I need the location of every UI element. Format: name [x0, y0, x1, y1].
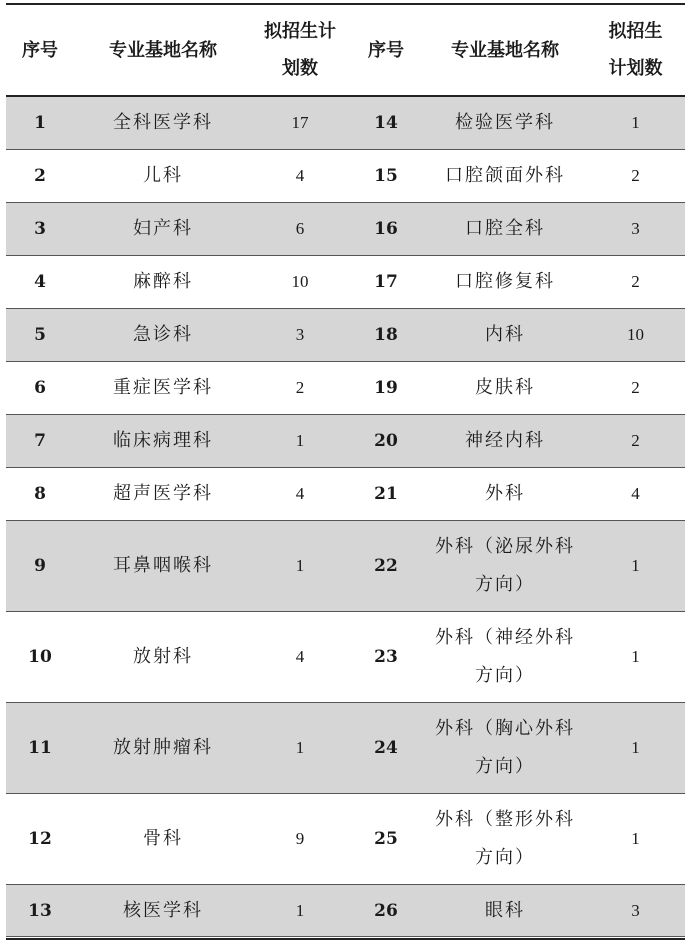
- cell-left-name: [74, 150, 252, 202]
- header-name-left: 专业基地名称: [109, 39, 217, 61]
- right-plan-text: 1: [631, 829, 640, 848]
- cell-right-seq: [348, 468, 424, 520]
- left-name-text: 放射肿瘤科: [113, 737, 213, 758]
- cell-right-plan: [586, 256, 685, 308]
- cell-right-plan: [586, 203, 685, 255]
- right-name-text: 外科（泌尿外科方向）: [435, 536, 575, 595]
- cell-left-seq: [6, 703, 74, 793]
- right-plan-text: 2: [631, 378, 640, 397]
- left-seq-text: 3: [34, 219, 46, 239]
- right-name-text: 神经内科: [465, 430, 545, 451]
- left-plan-text: 3: [295, 325, 305, 344]
- left-seq-text: 13: [28, 900, 52, 921]
- cell-left-plan: [252, 203, 348, 255]
- table-body: [6, 97, 685, 937]
- cell-right-seq: [348, 309, 424, 361]
- right-name-text: 皮肤科: [475, 377, 535, 398]
- left-plan-text: 4: [295, 484, 305, 503]
- cell-left-name: [74, 97, 252, 149]
- right-seq-text: 20: [374, 431, 398, 451]
- cell-left-seq: [6, 794, 74, 884]
- table-row: [6, 703, 685, 794]
- right-seq-text: 17: [374, 272, 398, 292]
- cell-right-name: [424, 309, 586, 361]
- left-plan-text: 6: [295, 219, 305, 238]
- right-seq-text: 25: [374, 829, 398, 849]
- left-name-text: 核医学科: [123, 899, 203, 921]
- cell-left-name: [74, 468, 252, 520]
- cell-left-name: [74, 703, 252, 793]
- cell-left-seq: [6, 468, 74, 520]
- right-seq-text: 26: [374, 900, 398, 921]
- right-seq-text: 23: [374, 647, 398, 667]
- right-plan-text: 2: [631, 166, 640, 185]
- table-row: [6, 362, 685, 415]
- left-seq-text: 8: [34, 484, 46, 504]
- cell-right-seq: [348, 415, 424, 467]
- cell-right-seq: [348, 362, 424, 414]
- right-plan-text: 4: [631, 484, 640, 503]
- right-plan-text: 2: [631, 272, 640, 291]
- cell-left-plan: [252, 703, 348, 793]
- right-plan-text: 1: [631, 113, 640, 132]
- cell-right-seq: [348, 794, 424, 884]
- table-header: [6, 5, 685, 95]
- cell-right-plan: [586, 885, 685, 936]
- header-seq-right: 序号: [368, 39, 404, 61]
- left-seq-text: 5: [34, 325, 46, 345]
- left-seq-text: 9: [34, 556, 46, 576]
- cell-left-seq: [6, 309, 74, 361]
- right-name-text: 检验医学科: [455, 112, 555, 133]
- cell-left-plan: [252, 150, 348, 202]
- table-row: [6, 415, 685, 468]
- right-seq-text: 18: [374, 325, 398, 345]
- header-seq-left: 序号: [22, 39, 58, 61]
- cell-right-name: [424, 150, 586, 202]
- right-plan-text: 1: [631, 647, 640, 666]
- right-name-text: 外科（神经外科方向）: [435, 627, 575, 686]
- left-name-text: 妇产科: [133, 218, 193, 239]
- left-seq-text: 11: [28, 738, 52, 758]
- cell-left-name: [74, 362, 252, 414]
- left-name-text: 儿科: [143, 165, 183, 186]
- left-name-text: 耳鼻咽喉科: [113, 555, 213, 576]
- left-plan-text: 1: [295, 431, 305, 450]
- right-plan-text: 1: [631, 738, 640, 757]
- left-name-text: 临床病理科: [113, 430, 213, 451]
- table-row: [6, 794, 685, 885]
- table-row: [6, 468, 685, 521]
- left-name-text: 麻醉科: [133, 271, 193, 292]
- left-plan-text: 2: [295, 378, 305, 397]
- cell-right-plan: [586, 309, 685, 361]
- left-plan-text: 17: [291, 113, 309, 132]
- header-plan-right-text: 拟招生计划数: [608, 21, 663, 79]
- cell-right-seq: [348, 885, 424, 936]
- cell-right-name: [424, 97, 586, 149]
- cell-right-seq: [348, 203, 424, 255]
- left-seq-text: 10: [28, 647, 52, 667]
- cell-right-plan: [586, 468, 685, 520]
- left-seq-text: 4: [34, 272, 46, 292]
- cell-right-seq: [348, 703, 424, 793]
- cell-right-name: [424, 468, 586, 520]
- cell-left-seq: [6, 256, 74, 308]
- table-row: [6, 203, 685, 256]
- cell-left-plan: [252, 362, 348, 414]
- right-name-text: 外科: [485, 483, 525, 504]
- left-name-text: 急诊科: [133, 324, 193, 345]
- cell-right-name: [424, 415, 586, 467]
- cell-right-name: [424, 794, 586, 884]
- left-seq-text: 7: [34, 431, 46, 451]
- left-plan-text: 4: [295, 647, 305, 666]
- cell-left-seq: [6, 150, 74, 202]
- cell-right-seq: [348, 521, 424, 611]
- cell-left-seq: [6, 97, 74, 149]
- cell-left-plan: [252, 468, 348, 520]
- left-seq-text: 1: [34, 113, 46, 133]
- right-name-text: 口腔修复科: [455, 271, 555, 292]
- cell-left-name: [74, 256, 252, 308]
- left-plan-text: 9: [295, 829, 305, 848]
- table-row: [6, 309, 685, 362]
- table-row: [6, 256, 685, 309]
- cell-left-seq: [6, 612, 74, 702]
- cell-left-name: [74, 203, 252, 255]
- cell-right-plan: [586, 612, 685, 702]
- left-seq-text: 6: [34, 378, 46, 398]
- left-plan-text: 10: [291, 272, 309, 291]
- cell-right-name: [424, 521, 586, 611]
- right-seq-text: 14: [374, 113, 398, 133]
- left-seq-text: 12: [28, 829, 52, 849]
- left-plan-text: 4: [295, 166, 305, 185]
- right-name-text: 口腔全科: [465, 218, 545, 239]
- left-plan-text: 1: [295, 556, 305, 575]
- left-plan-text: 1: [295, 738, 305, 757]
- cell-right-name: [424, 362, 586, 414]
- cell-left-plan: [252, 885, 348, 936]
- cell-left-name: [74, 415, 252, 467]
- cell-right-plan: [586, 97, 685, 149]
- cell-left-plan: [252, 309, 348, 361]
- left-name-text: 超声医学科: [113, 483, 213, 504]
- right-plan-text: 10: [627, 325, 644, 344]
- left-name-text: 重症医学科: [113, 377, 213, 398]
- cell-right-name: [424, 203, 586, 255]
- header-plan-left: [252, 5, 348, 95]
- header-plan-left-text: 拟招生计划数: [264, 21, 336, 79]
- left-name-text: 骨科: [143, 828, 183, 849]
- cell-right-seq: [348, 256, 424, 308]
- cell-left-seq: [6, 362, 74, 414]
- cell-right-plan: [586, 150, 685, 202]
- cell-left-seq: [6, 521, 74, 611]
- right-name-text: 内科: [485, 324, 525, 345]
- right-name-text: 口腔颌面外科: [445, 165, 565, 186]
- left-name-text: 放射科: [133, 646, 193, 667]
- cell-left-name: [74, 521, 252, 611]
- cell-left-seq: [6, 885, 74, 936]
- cell-left-plan: [252, 415, 348, 467]
- right-plan-text: 3: [631, 900, 640, 920]
- table-row: [6, 885, 685, 937]
- right-name-text: 外科（整形外科方向）: [435, 809, 575, 868]
- left-name-text: 全科医学科: [113, 112, 213, 133]
- cell-right-plan: [586, 362, 685, 414]
- cell-right-seq: [348, 97, 424, 149]
- table-row: [6, 521, 685, 612]
- cell-right-name: [424, 885, 586, 936]
- table-row: [6, 612, 685, 703]
- cell-left-plan: [252, 256, 348, 308]
- right-name-text: 外科（胸心外科方向）: [435, 718, 575, 777]
- cell-right-plan: [586, 415, 685, 467]
- bottom-rule: [6, 938, 685, 940]
- right-seq-text: 22: [374, 556, 398, 576]
- cell-left-name: [74, 794, 252, 884]
- cell-left-plan: [252, 521, 348, 611]
- cell-left-name: [74, 612, 252, 702]
- right-plan-text: 2: [631, 431, 640, 450]
- cell-left-plan: [252, 97, 348, 149]
- cell-right-seq: [348, 612, 424, 702]
- right-seq-text: 19: [374, 378, 398, 398]
- table-row: [6, 97, 685, 150]
- cell-left-name: [74, 885, 252, 936]
- cell-right-name: [424, 256, 586, 308]
- cell-right-name: [424, 612, 586, 702]
- right-seq-text: 15: [374, 166, 398, 186]
- table-row: [6, 150, 685, 203]
- right-seq-text: 21: [374, 484, 398, 504]
- right-seq-text: 16: [374, 219, 398, 239]
- cell-right-plan: [586, 521, 685, 611]
- cell-left-plan: [252, 612, 348, 702]
- left-plan-text: 1: [295, 900, 305, 920]
- cell-right-plan: [586, 794, 685, 884]
- cell-right-seq: [348, 150, 424, 202]
- left-seq-text: 2: [34, 166, 46, 186]
- cell-right-plan: [586, 703, 685, 793]
- right-plan-text: 3: [631, 219, 640, 238]
- cell-right-name: [424, 703, 586, 793]
- cell-left-name: [74, 309, 252, 361]
- right-seq-text: 24: [374, 738, 398, 758]
- cell-left-seq: [6, 203, 74, 255]
- cell-left-plan: [252, 794, 348, 884]
- right-name-text: 眼科: [485, 899, 525, 921]
- right-plan-text: 1: [631, 556, 640, 575]
- header-name-right: 专业基地名称: [451, 39, 559, 61]
- cell-left-seq: [6, 415, 74, 467]
- header-plan-right: [586, 5, 685, 95]
